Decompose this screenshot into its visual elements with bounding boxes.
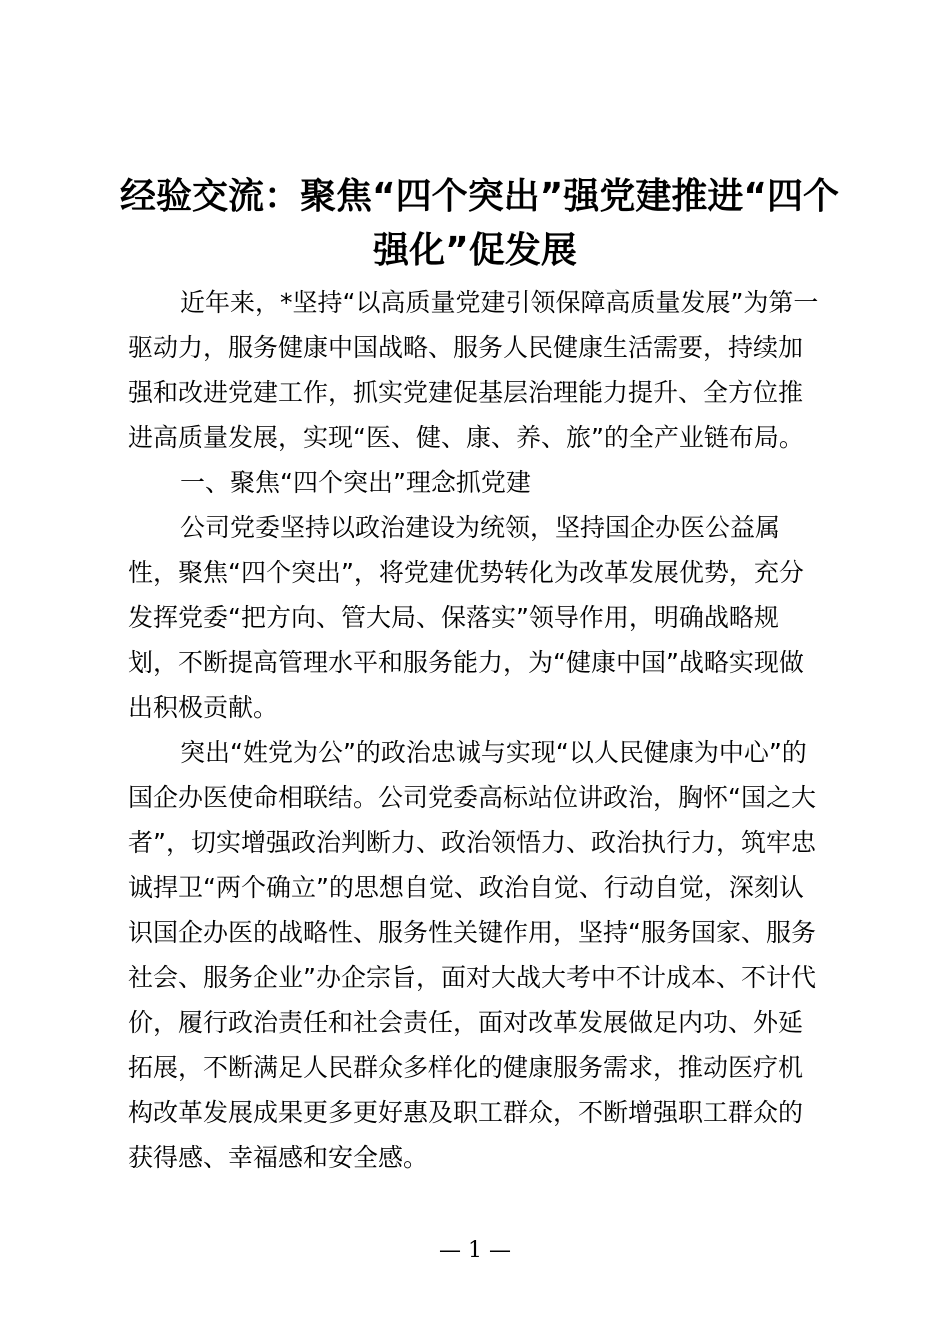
paragraph-line: 公司党委坚持以政治建设为统领，坚持国企办医公益属 bbox=[180, 513, 781, 542]
paragraph-section1-overview bbox=[128, 505, 828, 730]
paragraph-line: 性，聚焦“四个突出”，将党建优势转化为改革发展优势，充分 bbox=[128, 558, 804, 587]
paragraph-line: 诚捍卫“两个确立”的思想自觉、政治自觉、行动自觉，深刻认 bbox=[128, 873, 804, 902]
section-heading: 一、聚焦“四个突出”理念抓党建 bbox=[180, 468, 531, 497]
paragraph-line: 出积极贡献。 bbox=[128, 693, 279, 722]
paragraph-line: 进高质量发展，实现“医、健、康、养、旅”的全产业链布局。 bbox=[128, 423, 804, 452]
paragraph-line: 识国企办医的战略性、服务性关键作用，坚持“服务国家、服务 bbox=[128, 918, 816, 947]
paragraph-line: 划，不断提高管理水平和服务能力，为“健康中国”战略实现做 bbox=[128, 648, 804, 677]
paragraph-line: 驱动力，服务健康中国战略、服务人民健康生活需要，持续加 bbox=[128, 333, 804, 362]
paragraph-line: 强和改进党建工作，抓实党建促基层治理能力提升、全方位推 bbox=[128, 378, 804, 407]
paragraph-line: 近年来，*坚持“以高质量党建引领保障高质量发展”为第一 bbox=[180, 288, 819, 317]
paragraph-intro bbox=[128, 280, 828, 460]
paragraph-line: 发挥党委“把方向、管大局、保落实”领导作用，明确战略规 bbox=[128, 603, 779, 632]
paragraph-line: 拓展，不断满足人民群众多样化的健康服务需求，推动医疗机 bbox=[128, 1053, 804, 1082]
document-title bbox=[120, 170, 839, 278]
paragraph-line: 突出“姓党为公”的政治忠诚与实现“以人民健康为中心”的 bbox=[180, 738, 807, 767]
page-number: — 1 — bbox=[439, 1238, 511, 1263]
paragraph-line: 获得感、幸福感和安全感。 bbox=[128, 1143, 429, 1172]
paragraph-line: 构改革发展成果更多更好惠及职工群众，不断增强职工群众的 bbox=[128, 1098, 804, 1127]
title-line-2: 强化”促发展 bbox=[373, 230, 577, 271]
paragraph-line: 者”，切实增强政治判断力、政治领悟力、政治执行力，筑牢忠 bbox=[128, 828, 816, 857]
paragraph-section1-detail bbox=[128, 730, 828, 1180]
paragraph-line: 国企办医使命相联结。公司党委高标站位讲政治，胸怀“国之大 bbox=[128, 783, 816, 812]
title-line-1: 经验交流：聚焦“四个突出”强党建推进“四个 bbox=[120, 176, 839, 217]
paragraph-line: 价，履行政治责任和社会责任，面对改革发展做足内功、外延 bbox=[128, 1008, 804, 1037]
paragraph-line: 社会、服务企业”办企宗旨，面对大战大考中不计成本、不计代 bbox=[128, 963, 816, 992]
document-body bbox=[128, 280, 828, 1180]
